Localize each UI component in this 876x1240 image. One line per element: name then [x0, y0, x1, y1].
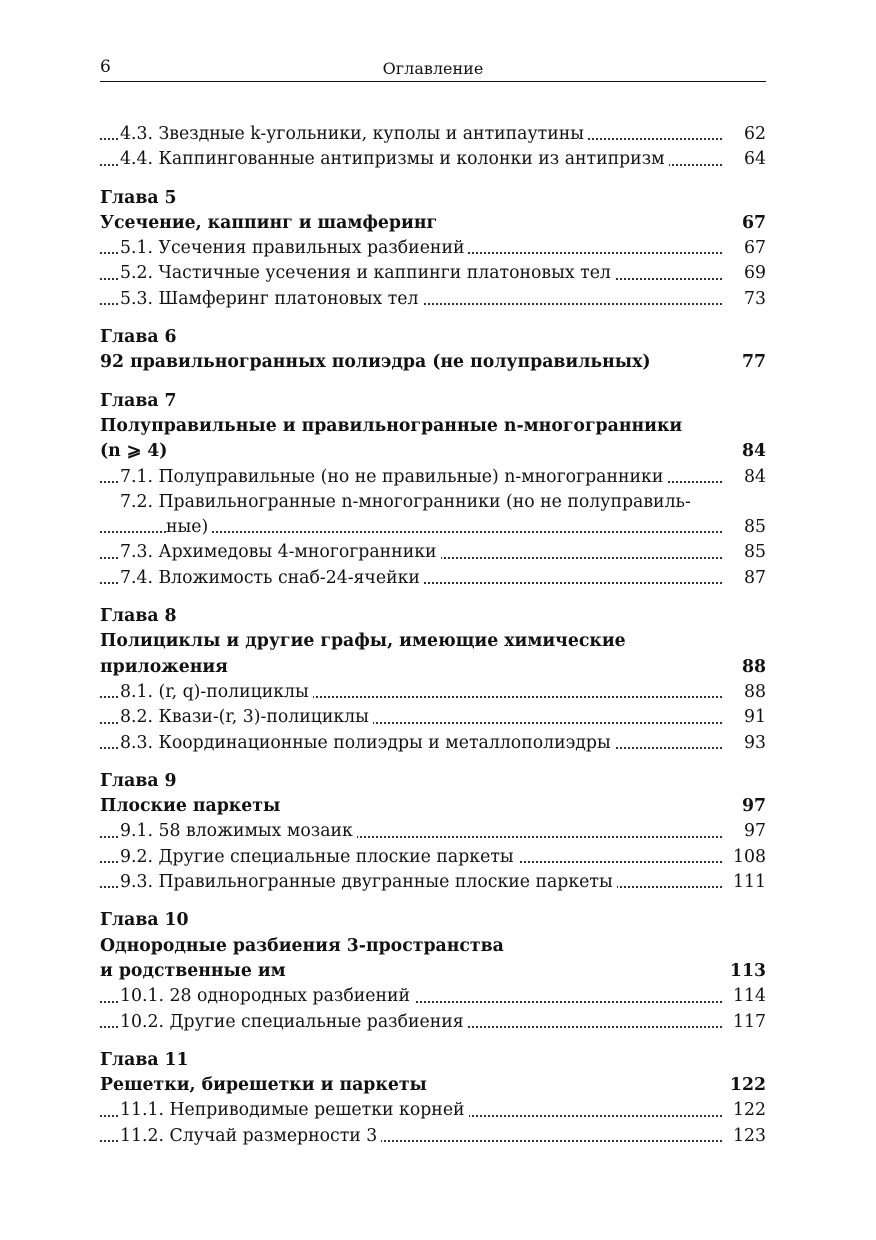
- toc-page-number: 73: [738, 287, 766, 312]
- section-number: 8.3.: [120, 732, 153, 753]
- toc-entry-text: ные): [166, 517, 212, 537]
- toc-entry-text: Шамферинг платоновых тел: [152, 288, 419, 309]
- chapter-heading[interactable]: [100, 604, 766, 629]
- toc-entry-text: Квази-(r, 3)-полициклы: [152, 707, 369, 728]
- toc-section-entry[interactable]: [100, 731, 766, 756]
- toc-page-number: 88: [738, 680, 766, 705]
- toc-entry-text: Правильногранные двугранные плоские паркеты: [152, 872, 613, 893]
- toc-page-number: 62: [738, 122, 766, 147]
- toc-page-number: 67: [738, 236, 766, 261]
- toc-entry-label: [120, 263, 615, 283]
- toc-gap: [100, 173, 766, 186]
- toc-entry-text: Полуправильные (но не правильные) n-многогранники: [152, 466, 664, 487]
- toc-section-entry[interactable]: [100, 705, 766, 730]
- toc-page-number: 84: [738, 465, 766, 490]
- chapter-title[interactable]: [100, 959, 766, 984]
- toc-gap: [100, 591, 766, 604]
- section-number: 4.3.: [120, 124, 153, 144]
- toc-page-number: 88: [736, 655, 766, 680]
- section-number: 8.2.: [120, 707, 153, 728]
- toc-page-number: 67: [736, 211, 766, 236]
- chapter-heading[interactable]: [100, 769, 766, 794]
- toc-page-number: 122: [727, 1098, 766, 1123]
- toc-entry-text: Плоские паркеты: [100, 796, 284, 816]
- toc-section-entry[interactable]: [100, 1010, 766, 1035]
- section-number: 5.1.: [120, 238, 153, 259]
- toc-entry-label: [120, 149, 669, 169]
- section-number: 5.2.: [120, 263, 153, 284]
- section-number: 5.3.: [120, 288, 153, 309]
- toc-entry-text: Звездные k-угольники, куполы и антипаутины: [152, 124, 584, 144]
- toc-gap: [100, 1035, 766, 1048]
- toc-entry-label: [120, 733, 615, 753]
- toc-entry-text: Усечения правильных разбиений: [152, 238, 465, 259]
- toc-entry-label: [120, 847, 518, 867]
- page-number: 6: [100, 57, 111, 77]
- toc-entry-text: Решетки, бирешетки и паркеты: [100, 1075, 431, 1095]
- toc-entry-label: [120, 682, 313, 702]
- toc-gap: [100, 376, 766, 389]
- chapter-heading[interactable]: [100, 414, 766, 439]
- toc-section-entry[interactable]: [100, 1098, 766, 1123]
- toc-section-entry[interactable]: [100, 147, 766, 172]
- toc-page-number: 122: [724, 1073, 766, 1098]
- section-number: 4.4.: [120, 149, 153, 170]
- toc-entry-label: [120, 1100, 469, 1120]
- toc-entry-text: 92 правильногранных полиэдра (не полуправильных): [100, 352, 655, 372]
- toc-entry-text: и родственные им: [100, 961, 290, 981]
- toc-entry-text: (r, q)-полициклы: [152, 681, 309, 702]
- section-number: 10.2.: [120, 1011, 164, 1032]
- toc-entry-text: Неприводимые решетки корней: [163, 1100, 465, 1121]
- toc-page-number: 93: [738, 731, 766, 756]
- toc-page-number: 97: [736, 794, 766, 819]
- chapter-title[interactable]: [100, 655, 766, 680]
- section-number: 7.1.: [120, 466, 153, 487]
- table-of-contents: [100, 122, 766, 1149]
- toc-page-number: 91: [738, 705, 766, 730]
- toc-page-number: 117: [727, 1010, 766, 1035]
- section-number: 7.2.: [120, 491, 153, 512]
- chapter-heading[interactable]: [100, 186, 766, 211]
- chapter-heading[interactable]: [100, 389, 766, 414]
- chapter-heading[interactable]: [100, 629, 766, 654]
- toc-page-number: 97: [738, 819, 766, 844]
- chapter-heading[interactable]: [100, 934, 766, 959]
- toc-entry-label: [120, 467, 667, 487]
- toc-section-entry[interactable]: [100, 122, 766, 147]
- toc-page-number: 108: [727, 845, 766, 870]
- toc-section-entry[interactable]: [100, 540, 766, 565]
- toc-section-entry[interactable]: [100, 1124, 766, 1149]
- toc-entry-text: Каппингованные антипризмы и колонки из антипризм: [152, 149, 665, 170]
- toc-entry-text: Глава 10: [100, 910, 193, 930]
- toc-section-entry[interactable]: [100, 566, 766, 591]
- toc-entry-label: [120, 238, 468, 258]
- toc-entry-text: Полуправильные и правильногранные n-многогранники: [100, 416, 686, 436]
- toc-entry-text: Архимедовы 4-многогранники: [152, 542, 437, 563]
- section-number: 7.4.: [120, 567, 153, 588]
- toc-entry-text: Однородные разбиения 3-пространства: [100, 936, 508, 956]
- toc-entry-label: [120, 289, 423, 309]
- toc-entry-text: 58 вложимых мозаик: [152, 821, 353, 842]
- section-number: 7.3.: [120, 542, 153, 563]
- toc-entry-text: Другие специальные разбиения: [163, 1011, 464, 1032]
- toc-entry-text: Правильногранные n-многогранники (но не полуправиль-: [152, 491, 691, 512]
- toc-page-number: 85: [738, 540, 766, 565]
- section-number: 11.1.: [120, 1100, 164, 1121]
- toc-entry-text: (n ⩾ 4): [100, 441, 171, 461]
- toc-entry-label: [120, 707, 373, 727]
- toc-entry-text: Глава 5: [100, 188, 181, 208]
- toc-entry-text: Координационные полиэдры и металлополиэдры: [152, 732, 611, 753]
- toc-section-entry[interactable]: [100, 819, 766, 844]
- toc-entry-label: [120, 1126, 381, 1146]
- toc-section-entry[interactable]: [100, 261, 766, 286]
- toc-entry-label: [120, 492, 695, 512]
- toc-entry-text: 28 однородных разбиений: [163, 986, 411, 1007]
- toc-entry-text: Глава 11: [100, 1050, 193, 1070]
- toc-entry-text: Усечение, каппинг и шамферинг: [100, 213, 441, 233]
- chapter-heading[interactable]: [100, 908, 766, 933]
- section-number: 9.2.: [120, 846, 153, 867]
- chapter-heading[interactable]: [100, 325, 766, 350]
- toc-page-number: 123: [727, 1124, 766, 1149]
- toc-entry-label: [120, 872, 617, 892]
- toc-entry-text: Вложимость снаб-24-ячейки: [152, 567, 420, 588]
- toc-entry-label: [120, 542, 441, 562]
- toc-page-number: 77: [736, 350, 766, 375]
- toc-page-number: 113: [724, 959, 766, 984]
- toc-entry-label: [120, 821, 357, 841]
- toc-entry-text: Глава 6: [100, 327, 181, 347]
- toc-section-entry[interactable]: [100, 680, 766, 705]
- toc-section-entry[interactable]: [100, 984, 766, 1009]
- chapter-title[interactable]: [100, 350, 766, 375]
- toc-page-number: 111: [727, 870, 766, 895]
- toc-page-number: 64: [738, 147, 766, 172]
- chapter-title[interactable]: [100, 211, 766, 236]
- chapter-title[interactable]: [100, 439, 766, 464]
- section-number: 9.3.: [120, 872, 153, 893]
- toc-entry-text: Глава 8: [100, 606, 181, 626]
- toc-entry-text: Случай размерности 3: [163, 1125, 378, 1146]
- page-title: Оглавление: [382, 59, 484, 78]
- toc-section-entry[interactable]: [100, 870, 766, 895]
- toc-page-number: 87: [738, 566, 766, 591]
- toc-entry-label: [120, 1012, 468, 1032]
- toc-page-number: 84: [736, 439, 766, 464]
- toc-entry-text: Частичные усечения и каппинги платоновых тел: [152, 263, 611, 284]
- chapter-heading[interactable]: [100, 1048, 766, 1073]
- toc-entry-text: приложения: [100, 657, 232, 677]
- toc-entry-label: [120, 124, 588, 144]
- toc-section-entry[interactable]: [100, 236, 766, 261]
- chapter-title[interactable]: [100, 794, 766, 819]
- document-page: [100, 55, 766, 1149]
- toc-gap: [100, 895, 766, 908]
- section-number: 9.1.: [120, 821, 153, 842]
- section-number: 10.1.: [120, 986, 164, 1007]
- toc-section-entry[interactable]: [100, 845, 766, 870]
- chapter-title[interactable]: [100, 1073, 766, 1098]
- section-number: 8.1.: [120, 681, 153, 702]
- section-number: 11.2.: [120, 1125, 164, 1146]
- running-head: [100, 55, 766, 82]
- toc-gap: [100, 756, 766, 769]
- toc-entry-text: Полициклы и другие графы, имеющие химические: [100, 631, 630, 651]
- toc-section-entry[interactable]: [100, 287, 766, 312]
- toc-section-entry[interactable]: [100, 490, 766, 515]
- toc-page-number: 114: [727, 984, 766, 1009]
- toc-gap: [100, 312, 766, 325]
- toc-page-number: 85: [738, 515, 766, 540]
- toc-section-entry[interactable]: [100, 465, 766, 490]
- toc-entry-text: Глава 9: [100, 771, 181, 791]
- toc-entry-text: Глава 7: [100, 391, 181, 411]
- toc-entry-continuation[interactable]: [100, 515, 766, 540]
- toc-entry-label: [120, 568, 424, 588]
- toc-entry-label: [120, 986, 414, 1006]
- toc-entry-text: Другие специальные плоские паркеты: [152, 846, 514, 867]
- toc-page-number: 69: [738, 261, 766, 286]
